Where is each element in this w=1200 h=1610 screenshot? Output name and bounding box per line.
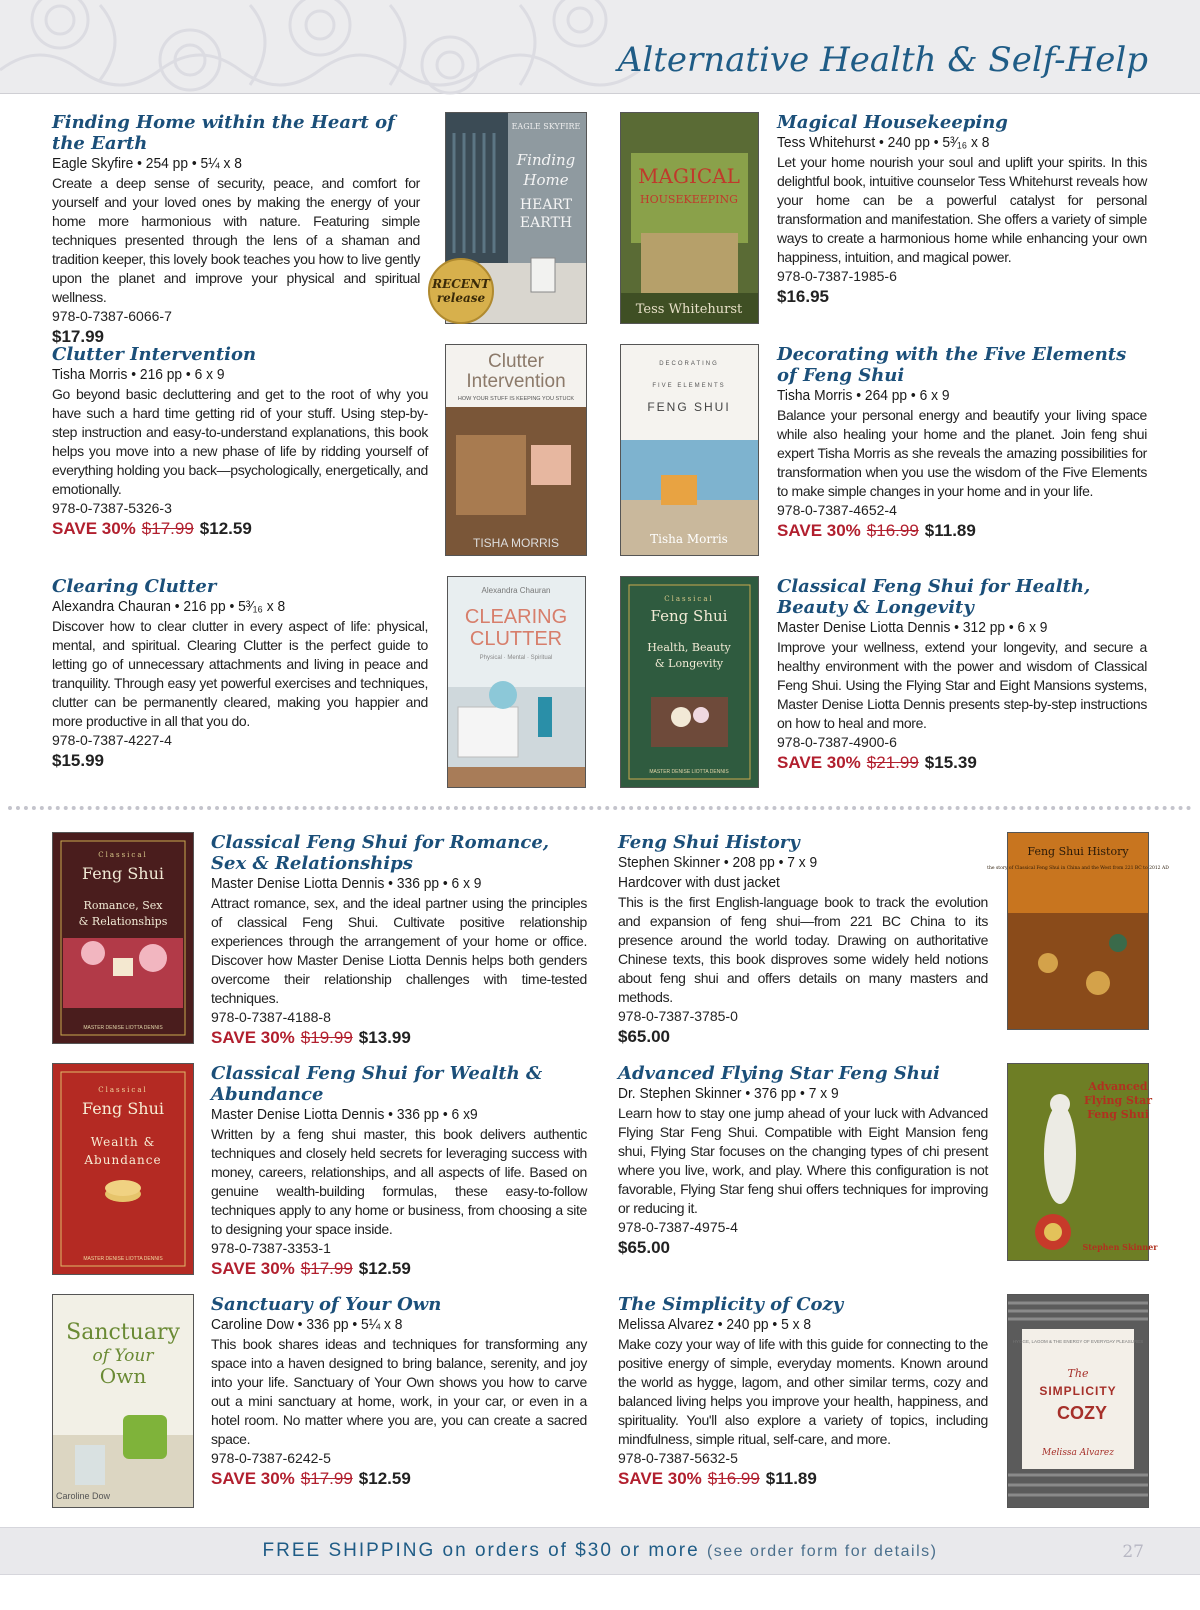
page-footer [0,1527,1200,1575]
cover-text: Melissa Alvarez [1042,1448,1114,1458]
price-value: $17.99 [52,327,104,346]
book-title[interactable]: Clearing Clutter [52,576,217,597]
cover-text: Wealth & [90,1135,156,1149]
book-entry [618,1063,988,1258]
section-divider [8,806,1192,810]
cover-text: HOUSEKEEPING [640,193,738,206]
cover-text: Stephen Skinner [1082,1242,1158,1252]
price-value: $12.59 [199,519,252,538]
price-value: $11.89 [924,521,976,540]
book-price [211,1028,587,1048]
section-title: Alternative Health & Self-Help [617,40,1148,80]
book-entry [211,832,587,1048]
badge-line: release [436,291,486,305]
book-entry [211,1294,587,1489]
save-label: SAVE 30% [52,519,136,538]
book-isbn: 978-0-7387-3353-1 [211,1240,331,1256]
cover-text: & Longevity [654,657,724,670]
page-number: 27 [1122,1542,1144,1562]
cover-text: Tisha Morris [650,532,728,546]
cover-text: Romance, Sex [83,899,163,912]
price-value: $12.59 [358,1259,411,1278]
book-entry [618,832,988,1047]
book-title[interactable]: Advanced Flying Star Feng Shui [618,1063,940,1084]
cover-text: HEART [519,197,573,213]
book-cover[interactable] [987,832,1169,1030]
cover-text: Sanctuary [66,1320,180,1345]
book-meta: Tisha Morris • 216 pp • 6 x 9 [52,366,225,383]
old-price: $16.99 [866,521,919,540]
book-entry [777,344,1147,541]
cover-text: Intervention [466,371,566,392]
book-title[interactable]: Decorating with the Five Elements of Feng Shui [777,344,1127,386]
book-entry [777,576,1147,773]
cover-text: FIVE ELEMENTS [652,383,726,389]
book-meta: Eagle Skyfire • 254 pp • 5¼ x 8 [52,155,242,172]
cover-text: HYGGE, LAGOM & THE ENERGY OF EVERYDAY PLEASURES [1012,1339,1144,1344]
cover-text: CLEARING [464,606,568,628]
cover-text: & Relationships [78,915,168,928]
book-price [777,753,1147,773]
book-title[interactable]: Classical Feng Shui for Romance, Sex & Relationships [211,832,550,874]
cover-text: MASTER DENISE LIOTTA DENNIS [83,1256,163,1262]
book-entry [211,1063,587,1279]
book-title[interactable]: Finding Home within the Heart of the Earth [52,112,395,154]
cover-text: SIMPLICITY [1039,1384,1117,1398]
cover-text: MASTER DENISE LIOTTA DENNIS [649,769,729,775]
save-label: SAVE 30% [211,1469,295,1488]
cover-text: EARTH [519,215,573,231]
cover-text: the story of Classical Feng Shui in China and the West from 221 BC to 2012 AD [987,866,1169,871]
cover-text: HOW YOUR STUFF IS KEEPING YOU STUCK [457,396,575,402]
cover-text: Flying Star [1083,1094,1153,1107]
book-cover[interactable] [620,344,759,556]
cover-text: Health, Beauty [647,641,731,654]
shipping-banner [0,1540,1200,1562]
cover-text: Abundance [84,1153,162,1167]
book-title[interactable]: The Simplicity of Cozy [618,1294,844,1315]
save-label: SAVE 30% [777,753,861,772]
cover-text: Advanced [1088,1080,1148,1093]
cover-text: FENG SHUI [647,400,731,414]
cover-text: Finding [516,151,576,169]
book-title[interactable]: Classical Feng Shui for Health, Beauty & Longevity [777,576,1091,618]
book-isbn: 978-0-7387-5326-3 [52,500,172,516]
book-description: This book shares ideas and techniques for transforming any space into a haven designed to bring balance, serenity, and joy into your life. Sanctuary of Your Own shows you how to carve out a mini sanctuary at home, work, in your car, or even in a hotel room. No matter where you are, you can create a sacred space. [211,1336,587,1447]
book-meta: Master Denise Liotta Dennis • 312 pp • 6 x 9 [777,619,1048,636]
book-meta: Alexandra Chauran • 216 pp • 5³⁄₁₆ x 8 [52,598,286,615]
cover-text: Feng Shui [1087,1108,1149,1121]
badge-line: RECENT [432,277,490,291]
book-isbn: 978-0-7387-4227-4 [52,732,172,748]
book-title[interactable]: Magical Housekeeping [777,112,1008,133]
cover-text: Feng Shui [81,1099,165,1118]
book-meta: Master Denise Liotta Dennis • 336 pp • 6 x 9 [211,875,482,892]
price-value: $12.59 [358,1469,411,1488]
book-meta: Tisha Morris • 264 pp • 6 x 9 [777,387,950,404]
book-cover[interactable] [52,1063,194,1275]
book-isbn: 978-0-7387-6066-7 [52,308,172,324]
recent-release-badge [428,258,494,324]
book-description: Written by a feng shui master, this book delivers authentic techniques and closely held secrets for leveraging success with money, careers, relationships, and all aspects of life. Based on genuine wealth-building formulas, these easy-to-follow techniques apply to any home or business, from choosing a site to designing your space inside. [211,1126,587,1237]
book-meta: Master Denise Liotta Dennis • 336 pp • 6 x9 [211,1106,478,1123]
ornament-pattern [0,0,700,93]
book-description: Attract romance, sex, and the ideal partner using the principles of classical Feng Shui. Cultivate positive relationship experiences through the arrangement of your home or office. Discover how Master Denise Liotta Dennis helps both genders overcome their relationship challenges with time-tested techniques. [211,895,587,1006]
book-cover[interactable] [447,576,586,788]
cover-text: DECORATING [659,361,719,367]
book-price [211,1259,587,1279]
book-isbn: 978-0-7387-4975-4 [618,1219,738,1235]
book-description: Discover how to clear clutter in every aspect of life: physical, mental, and spiritual. Clearing Clutter is the perfect guide to letting go of unnecessary attachments and living in peace and tranquility. Through easy yet powerful exercises and techniques, clutter can be permanently cleared, making you happier and more productive in all that you do. [52,618,428,729]
book-price [52,519,428,539]
book-entry [52,112,420,347]
book-description: Learn how to stay one jump ahead of your luck with Advanced Flying Star Feng Shui. Compatible with Eight Mansion feng shui, Flying Star focuses on the changing types of chi present where you live, work, and play. Where this configuration is not favorable, Flying Star feng shui offers techniques for improving or reducing it. [618,1105,988,1216]
price-value: $13.99 [358,1028,411,1047]
book-meta: Dr. Stephen Skinner • 376 pp • 7 x 9 [618,1085,839,1102]
price-value: $65.00 [618,1238,670,1257]
cover-text: Classical [98,851,148,859]
book-description: Let your home nourish your soul and uplift your spirits. In this delightful book, intuitive counselor Tess Whitehurst reveals how your home can be a powerful catalyst for personal transformation and manifestation. She offers a variety of simple ways to create a harmonious home while enhancing your own happiness, intuition, and magical power. [777,154,1147,265]
price-value: $65.00 [618,1027,670,1046]
old-price: $19.99 [300,1028,353,1047]
old-price: $21.99 [866,753,919,772]
book-isbn: 978-0-7387-5632-5 [618,1450,738,1466]
book-isbn: 978-0-7387-4652-4 [777,502,897,518]
save-label: SAVE 30% [211,1028,295,1047]
price-value: $15.99 [52,751,104,770]
book-cover[interactable] [1007,1294,1149,1508]
cover-text: Alexandra Chauran [481,586,551,595]
book-isbn: 978-0-7387-4900-6 [777,734,897,750]
cover-text: MASTER DENISE LIOTTA DENNIS [83,1025,163,1031]
book-meta: Caroline Dow • 336 pp • 5¼ x 8 [211,1316,403,1333]
book-isbn: 978-0-7387-3785-0 [618,1008,738,1024]
book-title[interactable]: Feng Shui History [618,832,800,853]
old-price: $17.99 [300,1469,353,1488]
book-price [618,1238,988,1258]
cover-text: Physical · Mental · Spiritual [479,655,553,661]
book-isbn: 978-0-7387-4188-8 [211,1009,331,1025]
book-cover[interactable] [620,576,759,788]
book-description: Make cozy your way of life with this guide for connecting to the positive energy of simple, everyday moments. Known around the world as hygge, lagom, and other similar terms, cozy and balanced living helps you improve your health, happiness, and spirituality. You'll also explore a variety of topics, including mindfulness, simple ritual, self-care, and more. [618,1336,988,1447]
save-label: SAVE 30% [618,1469,702,1488]
book-price [777,521,1147,541]
book-meta: Melissa Alvarez • 240 pp • 5 x 8 [618,1316,811,1333]
price-value: $15.39 [924,753,977,772]
book-description: Balance your personal energy and beautify your living space while also healing your home and the planet. Join feng shui expert Tisha Morris as she reveals the amazing possibilities for transformation when you use the wisdom of the Five Elements to make simple changes in your home and in your life. [777,407,1147,499]
cover-text: Feng Shui History [1027,845,1129,858]
book-cover[interactable] [1007,1063,1158,1261]
book-description: Improve your wellness, extend your longevity, and secure a healthy environment with the power and wisdom of Classical Feng Shui. Using the Flying Star and Eight Mansions systems, Master Denise Liotta Dennis presents step-by-step instructions on how to heal and more. [777,639,1147,731]
book-title[interactable]: Clutter Intervention [52,344,257,365]
save-label: SAVE 30% [211,1259,295,1278]
cover-text: MAGICAL [638,164,740,188]
cover-text: EAGLE SKYFIRE [511,122,581,131]
book-cover[interactable] [52,1294,194,1508]
cover-text: Caroline Dow [55,1491,111,1501]
cover-text: Clutter [488,351,544,372]
cover-text: Tess Whitehurst [635,302,743,317]
book-isbn: 978-0-7387-6242-5 [211,1450,331,1466]
price-value: $16.95 [777,287,829,306]
book-price [52,751,428,771]
book-meta: Stephen Skinner • 208 pp • 7 x 9 [618,854,818,871]
book-title[interactable]: Sanctuary of Your Own [211,1294,442,1315]
cover-text: Classical [664,595,714,603]
book-price [618,1027,988,1047]
book-entry [52,576,428,771]
book-price [777,287,1147,307]
cover-text: Feng Shui [650,607,728,625]
price-value: $11.89 [765,1469,817,1488]
old-price: $16.99 [707,1469,760,1488]
book-title[interactable]: Classical Feng Shui for Wealth & Abundance [211,1063,543,1105]
cover-text: Feng Shui [81,864,165,883]
book-cover[interactable] [620,112,759,324]
book-cover[interactable] [52,832,194,1044]
cover-text: Home [523,171,569,189]
cover-text: The [1067,1367,1089,1380]
old-price: $17.99 [141,519,194,538]
book-description: This is the first English-language book to track the evolution and expansion of feng shui—from 221 BC China to its presence around the world today. Drawing on authoritative Chinese texts, this book disproves some widely held notions about feng shui and offers details on many masters and methods. [618,894,988,1005]
book-price [618,1469,988,1489]
book-format: Hardcover with dust jacket [618,874,780,891]
book-description: Go beyond basic decluttering and get to the root of why you have such a hard time getting rid of your stuff. Using step-by-step instruction and easy-to-understand explanations, this book helps you move into a new phase of life by ridding yourself of everything holding you back—psychologically, energetically, and emotionally. [52,386,428,497]
cover-text: CLUTTER [469,628,563,650]
book-meta: Tess Whitehurst • 240 pp • 5³⁄₁₆ x 8 [777,134,990,151]
book-entry [618,1294,988,1489]
book-price [211,1469,587,1489]
book-description: Create a deep sense of security, peace, and comfort for yourself and your loved ones by making the energy of your home more harmonious with nature. Featuring simple techniques presented through the lens of a shaman and tradition keeper, this lovely book teaches you how to live gently upon the planet and improve your physical and spiritual wellness. [52,175,420,305]
cover-text: Classical [98,1086,148,1094]
shipping-text: FREE SHIPPING on orders of $30 or more [262,1540,700,1561]
cover-text: of Your [92,1346,154,1366]
cover-text: TISHA MORRIS [472,536,560,550]
old-price: $17.99 [300,1259,353,1278]
shipping-note: (see order form for details) [706,1543,938,1560]
book-cover[interactable] [445,344,587,556]
cover-text: COZY [1056,1403,1108,1423]
cover-text: Own [99,1364,147,1388]
save-label: SAVE 30% [777,521,861,540]
page-header [0,0,1200,94]
book-entry [777,112,1147,307]
book-isbn: 978-0-7387-1985-6 [777,268,897,284]
book-entry [52,344,428,539]
